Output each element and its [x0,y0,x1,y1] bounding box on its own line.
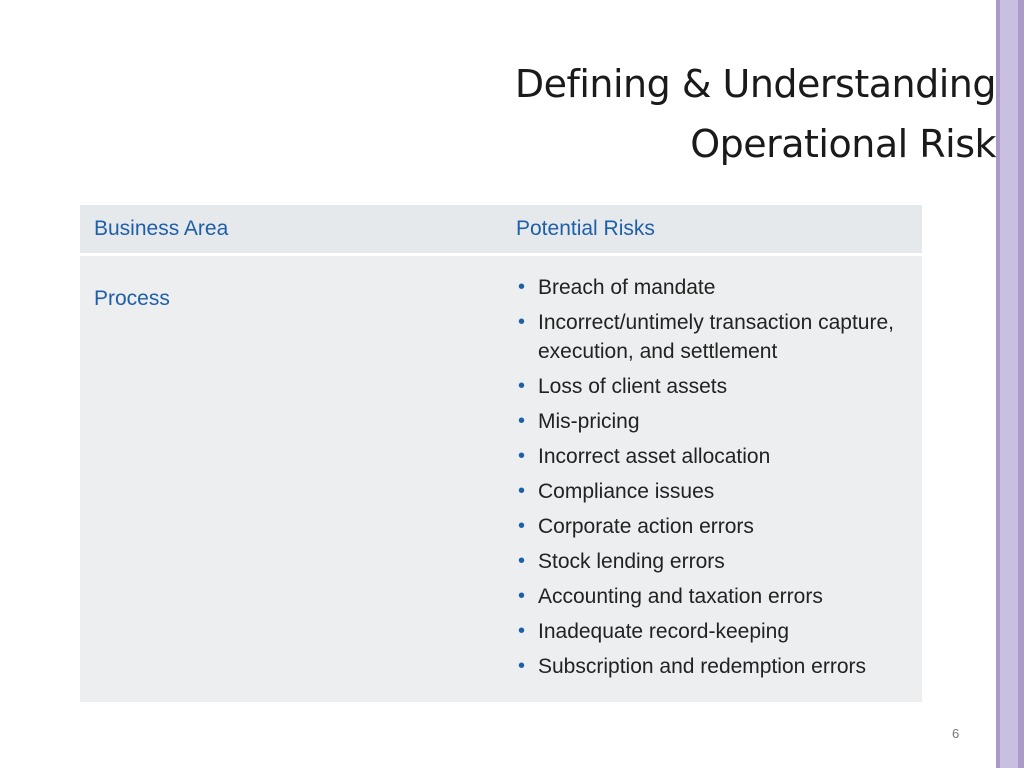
risk-text: Breach of mandate [538,276,716,299]
risk-text: Accounting and taxation errors [538,585,823,608]
decorative-side-bar-inner [1000,0,1018,768]
risk-text: Inadequate record-keeping [538,620,790,643]
decorative-side-bar [996,0,1024,768]
risk-list [516,273,916,687]
list-item [516,372,916,401]
bullet-icon: • [518,410,526,432]
bullet-icon: • [518,311,526,333]
risk-text: Stock lending errors [538,550,725,573]
list-item [516,547,916,576]
bullet-icon: • [518,585,526,607]
list-item [516,273,916,302]
list-item [516,407,916,436]
bullet-icon: • [518,655,526,677]
table-header-row [80,205,922,256]
risk-text: Incorrect/untimely transaction capture, execution, and settlement [538,311,894,363]
risk-text: Loss of client assets [538,375,728,398]
bullet-icon: • [518,515,526,537]
slide-title [515,54,996,174]
list-item [516,477,916,506]
risk-text: Incorrect asset allocation [538,445,771,468]
risk-text: Mis-pricing [538,410,640,433]
business-area-cell: Process [94,287,170,310]
header-potential-risks: Potential Risks [516,217,655,240]
list-item [516,512,916,541]
risk-table [80,205,922,702]
bullet-icon: • [518,375,526,397]
bullet-icon: • [518,480,526,502]
slide-title-line-1: Defining & Understanding [514,62,996,106]
list-item [516,308,916,366]
bullet-icon: • [518,620,526,642]
slide-title-line-2: Operational Risk [690,122,996,166]
bullet-icon: • [518,276,526,298]
bullet-icon: • [518,445,526,467]
risk-text: Subscription and redemption errors [538,655,867,678]
header-business-area: Business Area [94,217,229,240]
risk-text: Corporate action errors [538,515,754,538]
list-item [516,442,916,471]
list-item [516,582,916,611]
list-item [516,617,916,646]
bullet-icon: • [518,550,526,572]
page-number: 6 [952,726,960,741]
risk-text: Compliance issues [538,480,715,503]
list-item [516,652,916,681]
